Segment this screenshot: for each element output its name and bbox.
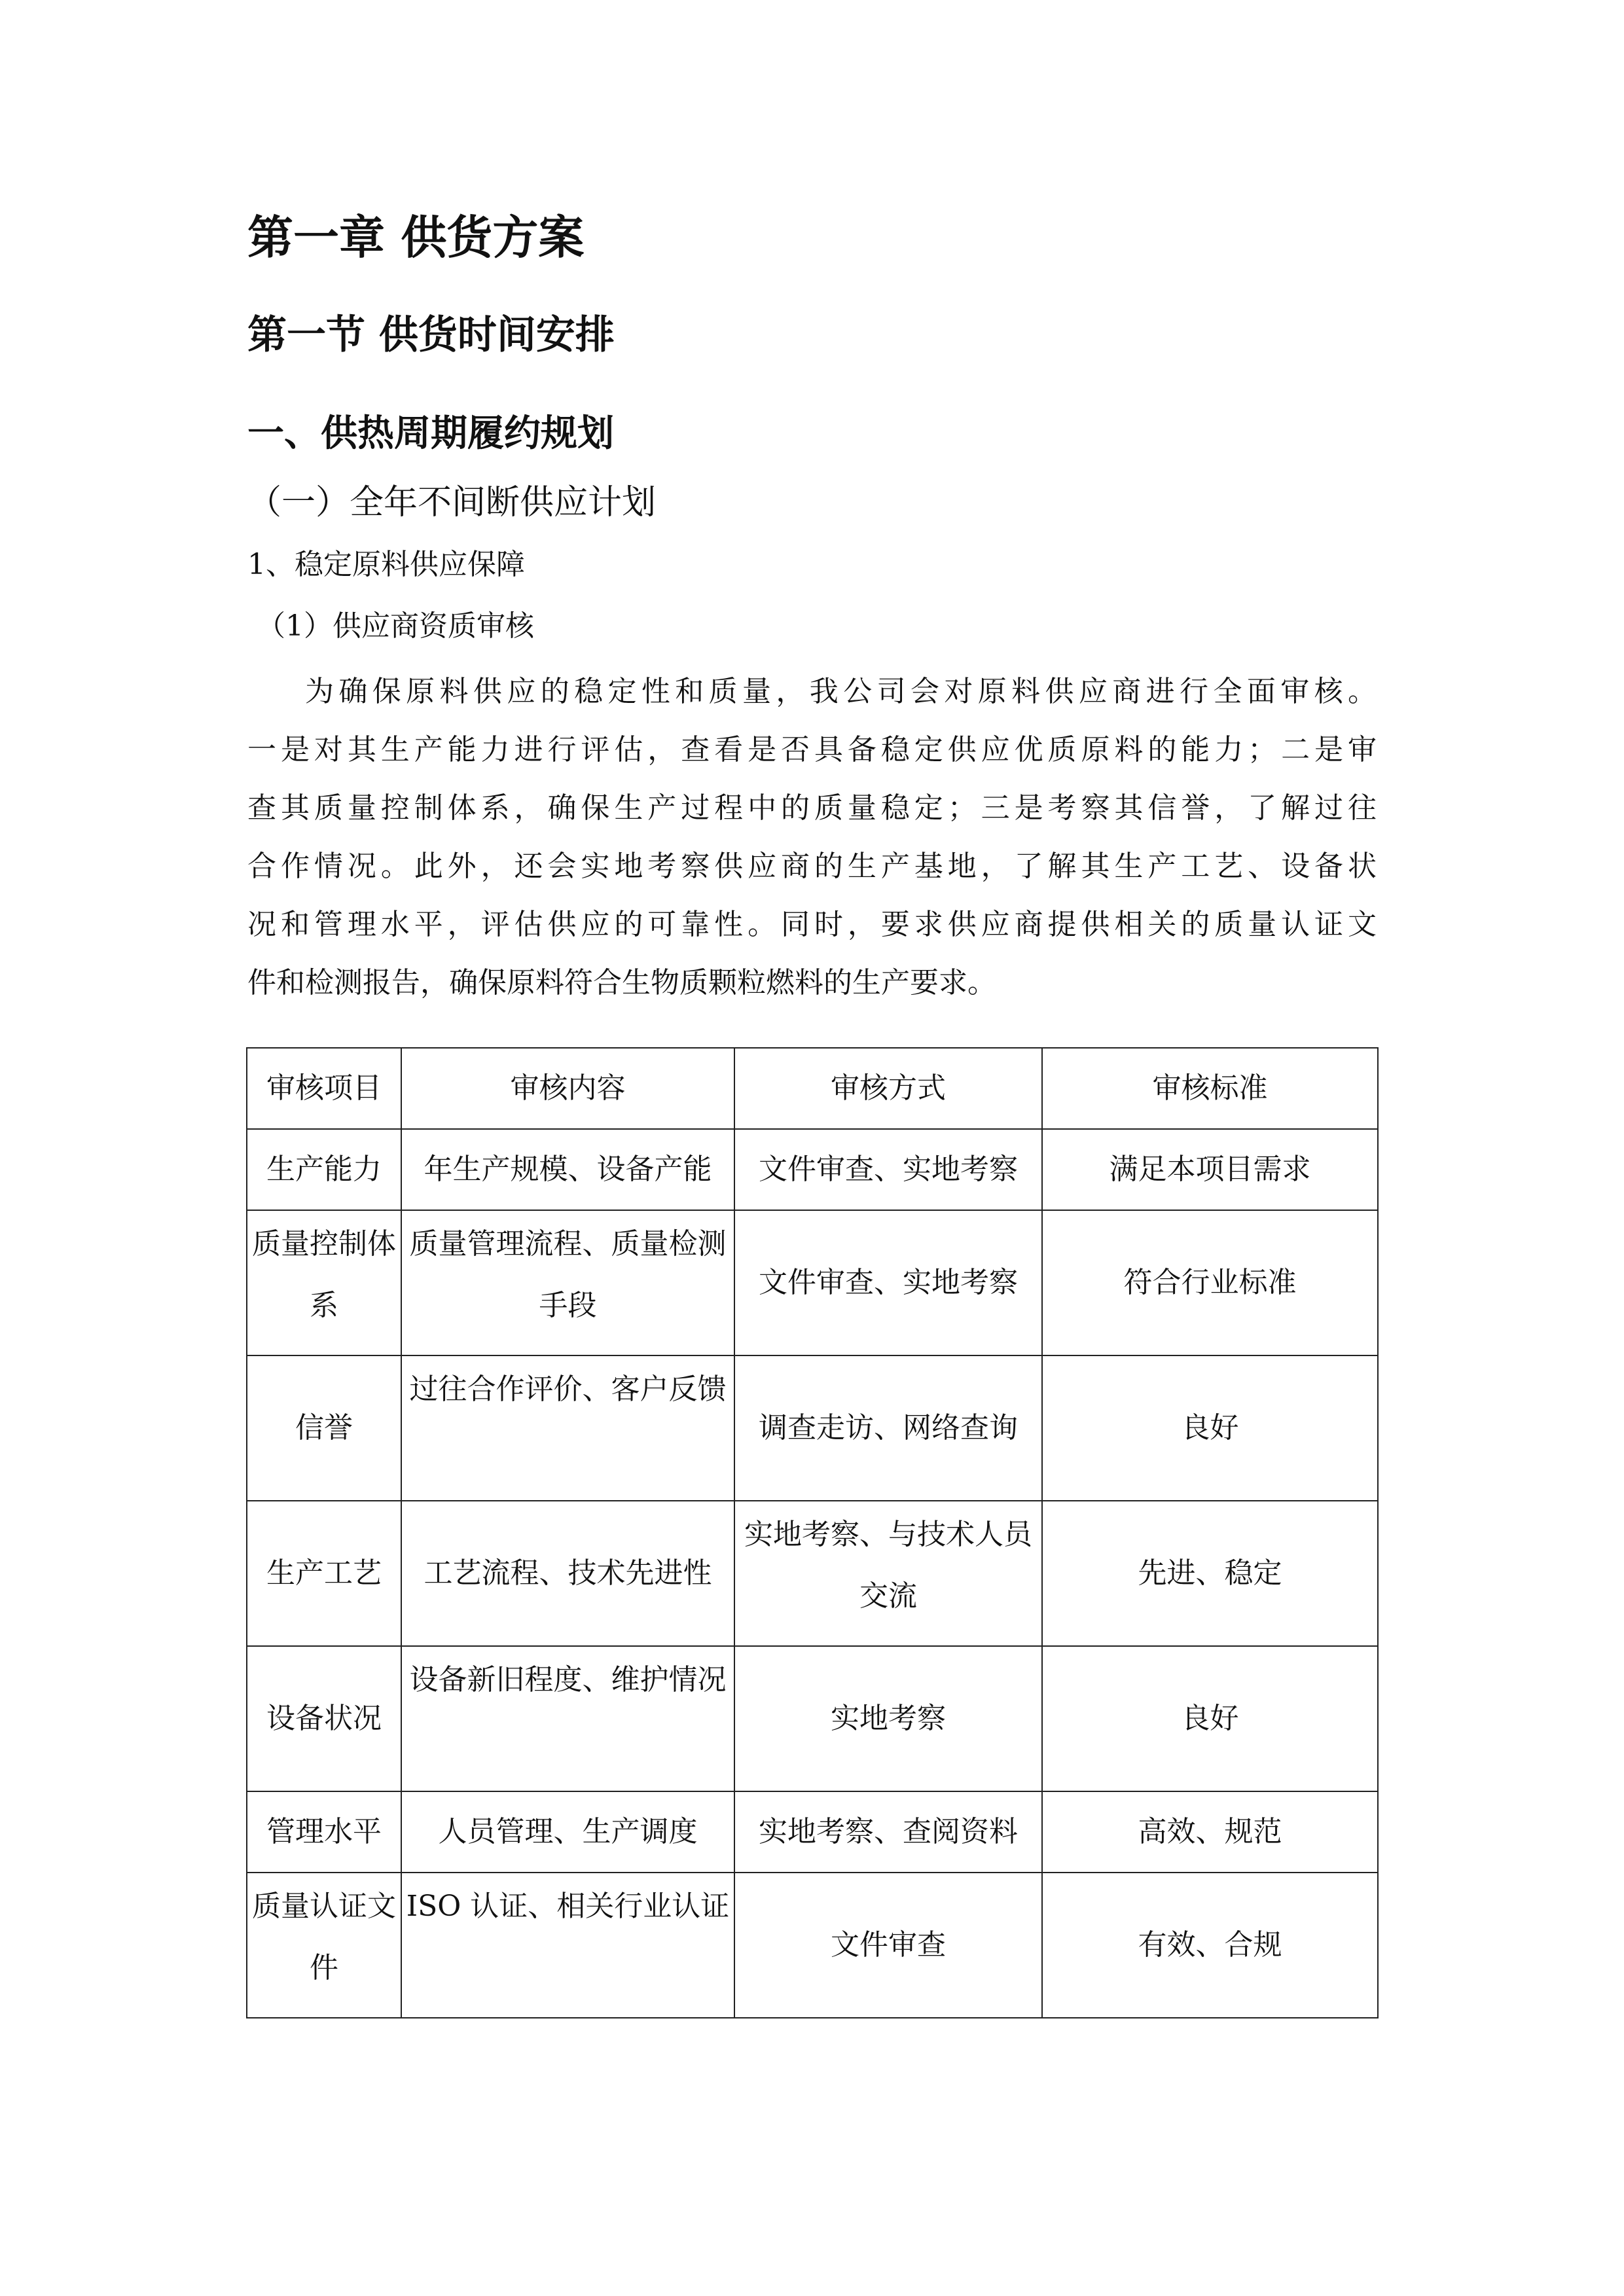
table-cell: 质量认证文件 [247, 1873, 401, 2018]
paragraph-line: 为确保原料供应的稳定性和质量，我公司会对原料供应商进行全面审核。 [305, 675, 1377, 708]
table-row [247, 1129, 1378, 1210]
table-cell: 管理水平 [247, 1791, 401, 1873]
table-cell: 文件审查、实地考察 [734, 1129, 1042, 1210]
table-cell: 实地考察 [734, 1646, 1042, 1791]
table-cell: 生产能力 [247, 1129, 401, 1210]
item-title: 1、稳定原料供应保障 [247, 548, 525, 581]
table-cell: 符合行业标准 [1042, 1210, 1378, 1355]
table-cell: 文件审查、实地考察 [734, 1210, 1042, 1355]
table-cell: 良好 [1042, 1355, 1378, 1501]
body-paragraph [247, 662, 1377, 1012]
paragraph-line: 件和检测报告，确保原料符合生物质颗粒燃料的生产要求。 [247, 966, 996, 999]
subitem-title: （1）供应商资质审核 [257, 609, 534, 643]
table-cell: 设备状况 [247, 1646, 401, 1791]
table-header-cell: 审核标准 [1042, 1048, 1378, 1129]
subsection-title: 一、供热周期履约规划 [247, 412, 614, 455]
table-cell: 满足本项目需求 [1042, 1129, 1378, 1210]
table-cell: 良好 [1042, 1646, 1378, 1791]
paragraph-line: 况和管理水平，评估供应的可靠性。同时，要求供应商提供相关的质量认证文 [247, 908, 1377, 941]
paragraph-line: 合作情况。此外，还会实地考察供应商的生产基地，了解其生产工艺、设备状 [247, 850, 1377, 883]
table-cell: 年生产规模、设备产能 [401, 1129, 734, 1210]
table-cell: 调查走访、网络查询 [734, 1355, 1042, 1501]
table-cell: 工艺流程、技术先进性 [401, 1501, 734, 1646]
supplier-audit-table [246, 1047, 1379, 2018]
table-cell: 设备新旧程度、维护情况 [401, 1646, 734, 1791]
chapter-title: 第一章 供货方案 [247, 211, 585, 264]
table-cell: 过往合作评价、客户反馈 [401, 1355, 734, 1501]
table-cell: 质量控制体系 [247, 1210, 401, 1355]
table-row [247, 1355, 1378, 1501]
table-header-row [247, 1048, 1378, 1129]
table-cell: 文件审查 [734, 1873, 1042, 2018]
table-row [247, 1873, 1378, 2018]
paragraph-line: 一是对其生产能力进行评估，查看是否具备稳定供应优质原料的能力；二是审 [247, 733, 1377, 766]
table-header-cell: 审核内容 [401, 1048, 734, 1129]
table-cell: 先进、稳定 [1042, 1501, 1378, 1646]
table-cell: 实地考察、与技术人员交流 [734, 1501, 1042, 1646]
table-row [247, 1646, 1378, 1791]
table-cell: 人员管理、生产调度 [401, 1791, 734, 1873]
table-row [247, 1501, 1378, 1646]
table-cell: 生产工艺 [247, 1501, 401, 1646]
table-cell: 信誉 [247, 1355, 401, 1501]
table-header-cell: 审核方式 [734, 1048, 1042, 1129]
table-cell: 有效、合规 [1042, 1873, 1378, 2018]
table-cell: 实地考察、查阅资料 [734, 1791, 1042, 1873]
paragraph-line: 查其质量控制体系，确保生产过程中的质量稳定；三是考察其信誉，了解过往 [247, 791, 1377, 825]
table-header-cell: 审核项目 [247, 1048, 401, 1129]
table-cell: 质量管理流程、质量检测手段 [401, 1210, 734, 1355]
subsubsection-title: （一）全年不间断供应计划 [247, 483, 657, 522]
table-row [247, 1210, 1378, 1355]
table-cell: ISO 认证、相关行业认证 [401, 1873, 734, 2018]
table-cell: 高效、规范 [1042, 1791, 1378, 1873]
table-row [247, 1791, 1378, 1873]
section-title: 第一节 供货时间安排 [247, 312, 615, 358]
